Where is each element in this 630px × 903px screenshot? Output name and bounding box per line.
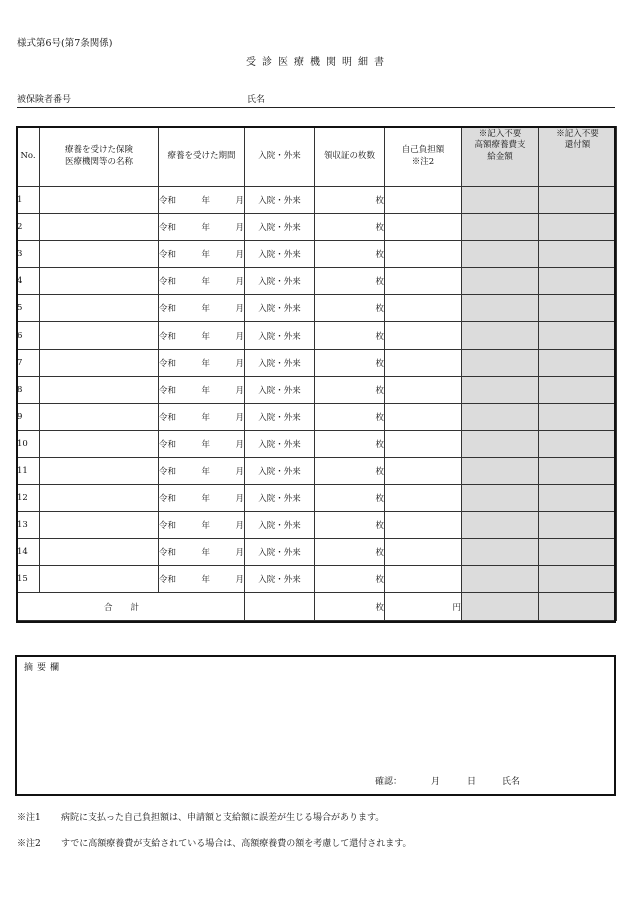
header-no: No. bbox=[17, 127, 40, 187]
month-unit-label: 月 bbox=[235, 412, 244, 423]
inout-cell[interactable]: 入院・外来 bbox=[245, 241, 315, 268]
year-unit-label: 年 bbox=[201, 196, 210, 207]
self-pay-cell[interactable] bbox=[385, 376, 462, 403]
year-unit-label: 年 bbox=[201, 277, 210, 288]
year-unit-label: 年 bbox=[201, 304, 210, 315]
note-1 bbox=[17, 810, 384, 823]
header-refund-line1: ※記入不要 bbox=[556, 129, 599, 139]
month-unit-label: 月 bbox=[235, 439, 244, 450]
medical-facility-table bbox=[16, 126, 617, 621]
facility-name-cell[interactable] bbox=[40, 187, 159, 214]
receipts-cell[interactable]: 枚 bbox=[315, 539, 385, 566]
refund-cell bbox=[539, 376, 617, 403]
confirm-day-label: 日 bbox=[467, 777, 477, 787]
facility-name-cell[interactable] bbox=[40, 268, 159, 295]
period-cell[interactable] bbox=[159, 268, 245, 295]
note-1-text: 病院に支払った自己負担額は、申請額と支給額に誤差が生じる場合があります。 bbox=[61, 813, 385, 823]
header-facility-line1: 療養を受けた保険 bbox=[64, 145, 133, 156]
self-pay-cell[interactable] bbox=[385, 485, 462, 512]
month-unit-label: 月 bbox=[235, 196, 244, 207]
high-cost-cell bbox=[462, 539, 539, 566]
inout-cell[interactable]: 入院・外来 bbox=[245, 187, 315, 214]
table-row bbox=[17, 457, 617, 484]
inout-cell[interactable]: 入院・外来 bbox=[245, 512, 315, 539]
row-number: 4 bbox=[17, 268, 40, 295]
self-pay-cell[interactable] bbox=[385, 214, 462, 241]
month-unit-label: 月 bbox=[235, 548, 244, 559]
period-cell[interactable] bbox=[159, 539, 245, 566]
period-cell[interactable] bbox=[159, 376, 245, 403]
facility-name-cell[interactable] bbox=[40, 322, 159, 349]
header-self-pay-line1: 自己負担額 bbox=[401, 145, 445, 156]
inout-cell[interactable]: 入院・外来 bbox=[245, 295, 315, 322]
month-unit-label: 月 bbox=[235, 331, 244, 342]
year-unit-label: 年 bbox=[201, 223, 210, 234]
month-unit-label: 月 bbox=[235, 385, 244, 396]
inout-cell[interactable]: 入院・外来 bbox=[245, 539, 315, 566]
year-unit-label: 年 bbox=[201, 250, 210, 261]
header-self-pay-line2: ※注2 bbox=[411, 156, 435, 167]
facility-name-cell[interactable] bbox=[40, 376, 159, 403]
self-pay-cell[interactable] bbox=[385, 322, 462, 349]
refund-cell bbox=[539, 268, 617, 295]
table-row bbox=[17, 241, 617, 268]
year-unit-label: 年 bbox=[201, 575, 210, 586]
facility-name-cell[interactable] bbox=[40, 457, 159, 484]
header-high-cost-line3: 給金額 bbox=[487, 151, 513, 162]
month-unit-label: 月 bbox=[235, 277, 244, 288]
note-2-label: ※注2 bbox=[17, 839, 41, 849]
era-label: 令和 bbox=[159, 358, 177, 369]
era-label: 令和 bbox=[159, 250, 177, 261]
high-cost-cell bbox=[462, 268, 539, 295]
high-cost-cell bbox=[462, 187, 539, 214]
high-cost-cell bbox=[462, 322, 539, 349]
era-label: 令和 bbox=[159, 412, 177, 423]
receipts-cell[interactable]: 枚 bbox=[315, 241, 385, 268]
header-facility-line2: 医療機関等の名称 bbox=[64, 156, 133, 167]
high-cost-cell bbox=[462, 457, 539, 484]
table-row bbox=[17, 187, 617, 214]
receipts-cell[interactable]: 枚 bbox=[315, 430, 385, 457]
inout-cell[interactable]: 入院・外来 bbox=[245, 376, 315, 403]
era-label: 令和 bbox=[159, 331, 177, 342]
header-refund bbox=[539, 127, 617, 187]
inout-cell[interactable]: 入院・外来 bbox=[245, 566, 315, 593]
month-unit-label: 月 bbox=[235, 358, 244, 369]
period-cell[interactable] bbox=[159, 187, 245, 214]
inout-cell[interactable]: 入院・外来 bbox=[245, 485, 315, 512]
high-cost-cell bbox=[462, 430, 539, 457]
row-number: 5 bbox=[17, 295, 40, 322]
refund-cell bbox=[539, 322, 617, 349]
insured-number-label: 被保険者番号 bbox=[17, 95, 72, 105]
self-pay-cell[interactable] bbox=[385, 268, 462, 295]
era-label: 令和 bbox=[159, 466, 177, 477]
year-unit-label: 年 bbox=[201, 331, 210, 342]
year-unit-label: 年 bbox=[201, 548, 210, 559]
table-row bbox=[17, 485, 617, 512]
header-inout: 入院・外来 bbox=[245, 127, 315, 187]
facility-name-cell[interactable] bbox=[40, 539, 159, 566]
row-number: 9 bbox=[17, 403, 40, 430]
row-number: 15 bbox=[17, 566, 40, 593]
facility-name-cell[interactable] bbox=[40, 349, 159, 376]
refund-cell bbox=[539, 241, 617, 268]
high-cost-cell bbox=[462, 512, 539, 539]
year-unit-label: 年 bbox=[201, 466, 210, 477]
refund-cell bbox=[539, 485, 617, 512]
row-number: 12 bbox=[17, 485, 40, 512]
table-row bbox=[17, 376, 617, 403]
table-row bbox=[17, 512, 617, 539]
row-number: 14 bbox=[17, 539, 40, 566]
refund-cell bbox=[539, 295, 617, 322]
table-row bbox=[17, 430, 617, 457]
refund-cell bbox=[539, 512, 617, 539]
table-row bbox=[17, 214, 617, 241]
receipts-cell[interactable]: 枚 bbox=[315, 485, 385, 512]
era-label: 令和 bbox=[159, 494, 177, 505]
high-cost-cell bbox=[462, 376, 539, 403]
total-self-pay-cell[interactable]: 円 bbox=[385, 593, 462, 621]
period-cell[interactable] bbox=[159, 457, 245, 484]
confirm-month-label: 月 bbox=[431, 777, 441, 787]
refund-cell bbox=[539, 187, 617, 214]
receipts-cell[interactable]: 枚 bbox=[315, 566, 385, 593]
remarks-box[interactable] bbox=[15, 655, 616, 796]
table-row bbox=[17, 349, 617, 376]
table-row bbox=[17, 295, 617, 322]
refund-cell bbox=[539, 214, 617, 241]
remarks-title: 摘要欄 bbox=[24, 663, 64, 673]
period-cell[interactable] bbox=[159, 322, 245, 349]
receipts-cell[interactable]: 枚 bbox=[315, 214, 385, 241]
high-cost-cell bbox=[462, 566, 539, 593]
inout-cell[interactable]: 入院・外来 bbox=[245, 322, 315, 349]
confirm-name-label: 氏名 bbox=[502, 777, 521, 787]
header-receipts: 領収証の枚数 bbox=[315, 127, 385, 187]
receipts-cell[interactable]: 枚 bbox=[315, 349, 385, 376]
receipts-cell[interactable]: 枚 bbox=[315, 322, 385, 349]
inout-cell[interactable]: 入院・外来 bbox=[245, 457, 315, 484]
inout-cell[interactable]: 入院・外来 bbox=[245, 268, 315, 295]
self-pay-cell[interactable] bbox=[385, 187, 462, 214]
year-unit-label: 年 bbox=[201, 521, 210, 532]
self-pay-cell[interactable] bbox=[385, 512, 462, 539]
row-number: 3 bbox=[17, 241, 40, 268]
receipts-cell[interactable]: 枚 bbox=[315, 403, 385, 430]
month-unit-label: 月 bbox=[235, 223, 244, 234]
header-high-cost-line2: 高額療養費支 bbox=[474, 140, 526, 151]
row-number: 13 bbox=[17, 512, 40, 539]
high-cost-cell bbox=[462, 214, 539, 241]
self-pay-cell[interactable] bbox=[385, 241, 462, 268]
refund-cell bbox=[539, 403, 617, 430]
period-cell[interactable] bbox=[159, 241, 245, 268]
receipts-cell[interactable]: 枚 bbox=[315, 295, 385, 322]
period-cell[interactable] bbox=[159, 512, 245, 539]
self-pay-cell[interactable] bbox=[385, 430, 462, 457]
year-unit-label: 年 bbox=[201, 358, 210, 369]
refund-cell bbox=[539, 457, 617, 484]
facility-name-cell[interactable] bbox=[40, 430, 159, 457]
self-pay-cell[interactable] bbox=[385, 566, 462, 593]
facility-name-cell[interactable] bbox=[40, 241, 159, 268]
high-cost-cell bbox=[462, 485, 539, 512]
total-receipts-cell[interactable]: 枚 bbox=[315, 593, 385, 621]
period-cell[interactable] bbox=[159, 485, 245, 512]
era-label: 令和 bbox=[159, 521, 177, 532]
period-cell[interactable] bbox=[159, 403, 245, 430]
receipts-cell[interactable]: 枚 bbox=[315, 457, 385, 484]
total-row bbox=[17, 593, 617, 621]
era-label: 令和 bbox=[159, 304, 177, 315]
month-unit-label: 月 bbox=[235, 304, 244, 315]
total-high-cost-cell bbox=[462, 593, 539, 621]
era-label: 令和 bbox=[159, 196, 177, 207]
table-row bbox=[17, 268, 617, 295]
confirm-row bbox=[17, 774, 614, 786]
inout-cell[interactable]: 入院・外来 bbox=[245, 214, 315, 241]
name-label: 氏名 bbox=[247, 95, 266, 105]
era-label: 令和 bbox=[159, 385, 177, 396]
table-row bbox=[17, 403, 617, 430]
row-number: 2 bbox=[17, 214, 40, 241]
page-title: 受診医療機関明細書 bbox=[246, 57, 390, 68]
era-label: 令和 bbox=[159, 575, 177, 586]
era-label: 令和 bbox=[159, 548, 177, 559]
self-pay-cell[interactable] bbox=[385, 457, 462, 484]
high-cost-cell bbox=[462, 241, 539, 268]
period-cell[interactable] bbox=[159, 430, 245, 457]
era-label: 令和 bbox=[159, 223, 177, 234]
high-cost-cell bbox=[462, 295, 539, 322]
form-number: 様式第6号(第7条関係) bbox=[17, 38, 113, 49]
table-header-row bbox=[17, 127, 617, 187]
table-row bbox=[17, 539, 617, 566]
receipts-cell[interactable]: 枚 bbox=[315, 512, 385, 539]
header-high-cost-line1: ※記入不要 bbox=[478, 129, 522, 139]
facility-name-cell[interactable] bbox=[40, 403, 159, 430]
note-1-label: ※注1 bbox=[17, 813, 41, 823]
header-self-pay bbox=[385, 127, 462, 187]
row-number: 6 bbox=[17, 322, 40, 349]
row-number: 1 bbox=[17, 187, 40, 214]
facility-name-cell[interactable] bbox=[40, 512, 159, 539]
refund-cell bbox=[539, 349, 617, 376]
header-high-cost bbox=[462, 127, 539, 187]
insured-header-line bbox=[17, 90, 615, 108]
refund-cell bbox=[539, 566, 617, 593]
high-cost-cell bbox=[462, 403, 539, 430]
self-pay-cell[interactable] bbox=[385, 539, 462, 566]
row-number: 10 bbox=[17, 430, 40, 457]
note-2 bbox=[17, 836, 412, 849]
facility-name-cell[interactable] bbox=[40, 566, 159, 593]
receipts-cell[interactable]: 枚 bbox=[315, 376, 385, 403]
month-unit-label: 月 bbox=[235, 494, 244, 505]
note-2-text: すでに高額療養費が支給されている場合は、高額療養費の額を考慮して還付されます。 bbox=[61, 839, 412, 849]
period-cell[interactable] bbox=[159, 214, 245, 241]
header-refund-line2: 還付額 bbox=[564, 140, 591, 151]
month-unit-label: 月 bbox=[235, 466, 244, 477]
table-row bbox=[17, 322, 617, 349]
era-label: 令和 bbox=[159, 439, 177, 450]
total-refund-cell bbox=[539, 593, 617, 621]
inout-cell[interactable]: 入院・外来 bbox=[245, 349, 315, 376]
confirm-label: 確認： bbox=[375, 777, 403, 787]
month-unit-label: 月 bbox=[235, 521, 244, 532]
table-body bbox=[17, 187, 617, 593]
self-pay-cell[interactable] bbox=[385, 349, 462, 376]
self-pay-cell[interactable] bbox=[385, 295, 462, 322]
facility-name-cell[interactable] bbox=[40, 214, 159, 241]
row-number: 7 bbox=[17, 349, 40, 376]
refund-cell bbox=[539, 539, 617, 566]
refund-cell bbox=[539, 430, 617, 457]
period-cell[interactable] bbox=[159, 349, 245, 376]
year-unit-label: 年 bbox=[201, 494, 210, 505]
header-period: 療養を受けた期間 bbox=[159, 127, 245, 187]
facility-name-cell[interactable] bbox=[40, 295, 159, 322]
year-unit-label: 年 bbox=[201, 412, 210, 423]
table-row bbox=[17, 566, 617, 593]
total-label: 合計 bbox=[17, 593, 245, 621]
total-inout-cell[interactable] bbox=[245, 593, 315, 621]
inout-cell[interactable]: 入院・外来 bbox=[245, 430, 315, 457]
inout-cell[interactable]: 入院・外来 bbox=[245, 403, 315, 430]
row-number: 11 bbox=[17, 457, 40, 484]
self-pay-cell[interactable] bbox=[385, 403, 462, 430]
year-unit-label: 年 bbox=[201, 439, 210, 450]
period-cell[interactable] bbox=[159, 566, 245, 593]
month-unit-label: 月 bbox=[235, 575, 244, 586]
month-unit-label: 月 bbox=[235, 250, 244, 261]
receipts-cell[interactable]: 枚 bbox=[315, 268, 385, 295]
year-unit-label: 年 bbox=[201, 385, 210, 396]
row-number: 8 bbox=[17, 376, 40, 403]
header-facility bbox=[40, 127, 159, 187]
period-cell[interactable] bbox=[159, 295, 245, 322]
high-cost-cell bbox=[462, 349, 539, 376]
facility-name-cell[interactable] bbox=[40, 485, 159, 512]
era-label: 令和 bbox=[159, 277, 177, 288]
receipts-cell[interactable]: 枚 bbox=[315, 187, 385, 214]
